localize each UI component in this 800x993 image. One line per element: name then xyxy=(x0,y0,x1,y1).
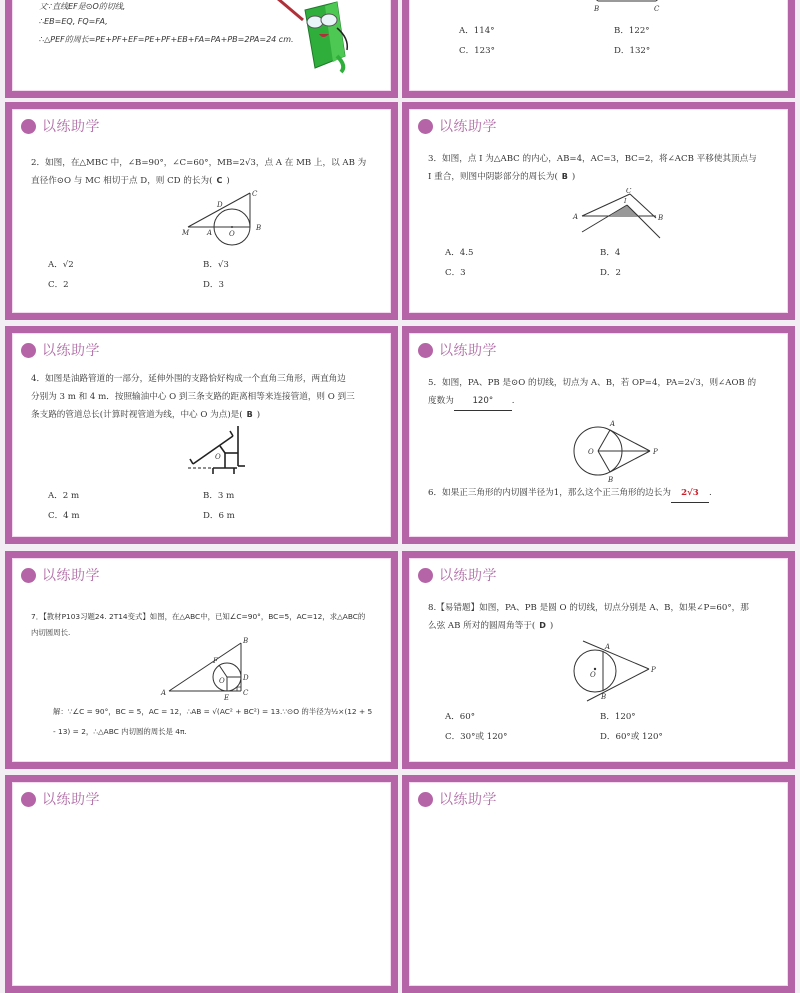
svg-text:A: A xyxy=(573,213,579,221)
option-a[interactable]: A．60° xyxy=(445,712,476,722)
section-title: 以练助学 xyxy=(439,343,497,359)
slide-top-left[interactable] xyxy=(5,0,398,98)
svg-text:B: B xyxy=(608,476,614,484)
pencil-mascot-icon xyxy=(275,0,365,78)
svg-text:B: B xyxy=(243,637,249,645)
solution-line-3: ∴△PEF的周长=PE+PF+EF=PE+PF+EB+FA=PA+PB=2PA=24 cm. xyxy=(39,35,294,44)
tangent-circle-figure xyxy=(178,190,268,252)
option-d[interactable]: D．3 xyxy=(203,280,224,290)
option-a[interactable]: A．2 m xyxy=(48,491,80,501)
svg-text:A: A xyxy=(161,689,167,697)
section-title: 以练助学 xyxy=(439,119,497,135)
svg-text:F: F xyxy=(213,657,218,665)
question-text: 8.【易错题】如图，PA、PB 是圆 O 的切线，切点分别是 A、B，如果∠P=60°，那 么弦 AB 所对的圆周角等于( D ) xyxy=(428,603,749,631)
bullet-dot-icon xyxy=(21,568,36,583)
option-c[interactable]: C．3 xyxy=(445,268,466,278)
question-text: 3．如图，点 I 为△ABC 的内心，AB=4，AC=3，BC=2，将∠ACB 平移使其顶点与 I 重合，则图中阴影部分的周长为( B ) xyxy=(428,154,757,182)
bullet-dot-icon xyxy=(418,119,433,134)
bullet-dot-icon xyxy=(418,792,433,807)
svg-text:E: E xyxy=(224,694,230,702)
options-grid xyxy=(445,710,745,742)
section-title: 以练助学 xyxy=(439,792,497,808)
options-grid xyxy=(48,258,348,290)
section-title: 以练助学 xyxy=(439,568,497,584)
slide-q8[interactable] xyxy=(402,551,795,769)
options-grid xyxy=(459,24,759,56)
svg-text:D: D xyxy=(243,674,249,682)
option-b[interactable]: B．4 xyxy=(600,248,621,258)
svg-text:O: O xyxy=(215,453,221,461)
section-header xyxy=(21,565,100,585)
section-title: 以练助学 xyxy=(42,568,100,584)
section-title: 以练助学 xyxy=(42,343,100,359)
section-header xyxy=(21,789,100,809)
tangent-lines-figure xyxy=(570,418,665,484)
triangle-figure xyxy=(588,0,668,14)
pipeline-figure xyxy=(185,426,265,478)
bullet-dot-icon xyxy=(21,119,36,134)
svg-text:I: I xyxy=(624,198,627,205)
svg-text:B: B xyxy=(601,693,607,701)
solution-line-2: - 13) = 2，∴△ABC 内切圆的周长是 4π. xyxy=(53,727,187,736)
svg-text:B: B xyxy=(594,5,600,13)
answer-mark: B xyxy=(246,410,253,419)
slide-q2[interactable] xyxy=(5,102,398,320)
svg-text:M: M xyxy=(182,229,190,237)
option-b[interactable]: B．3 m xyxy=(203,491,235,501)
slide-q5-q6[interactable] xyxy=(402,326,795,544)
slide-q3[interactable] xyxy=(402,102,795,320)
section-header xyxy=(418,565,497,585)
incenter-triangle-figure xyxy=(570,188,665,244)
slide-top-right[interactable] xyxy=(402,0,795,98)
svg-text:C: C xyxy=(252,190,258,198)
svg-text:C: C xyxy=(243,689,249,697)
svg-text:B: B xyxy=(256,224,262,232)
question-text: 4．如图是油路管道的一部分，延伸外围的支路恰好构成一个直角三角形，两直角边 分别为 3 m 和 4 m．按照输油中心 O 到三条支路的距离相等来连接管道，则 O 到三 条支路的管道总长(计算时视管道为线，中心 O 为点)是( B ) xyxy=(31,374,355,420)
section-header xyxy=(418,789,497,809)
answer-blank[interactable]: 120° xyxy=(454,392,512,411)
svg-text:A: A xyxy=(207,229,213,237)
option-b[interactable]: B．120° xyxy=(600,712,636,722)
option-c[interactable]: C．30°或 120° xyxy=(445,732,508,742)
svg-text:P: P xyxy=(653,448,658,456)
option-c[interactable]: C．123° xyxy=(459,46,495,56)
answer-mark: C xyxy=(216,176,223,185)
option-c[interactable]: C．4 m xyxy=(48,511,80,521)
incircle-right-triangle-figure xyxy=(159,635,259,703)
answer-mark: D xyxy=(539,621,546,630)
slide-bottom-right[interactable] xyxy=(402,775,795,993)
question-text: 2．如图，在△MBC 中，∠B=90°，∠C=60°，MB=2√3，点 A 在 MB 上，以 AB 为 直径作⊙O 与 MC 相切于点 D，则 CD 的长为( C ) xyxy=(31,158,367,186)
option-a[interactable]: A．√2 xyxy=(48,260,74,270)
slide-q4[interactable] xyxy=(5,326,398,544)
options-grid xyxy=(48,489,348,521)
section-header xyxy=(21,116,100,136)
option-d[interactable]: D．60°或 120° xyxy=(600,732,663,742)
svg-text:B: B xyxy=(658,214,664,222)
option-d[interactable]: D．2 xyxy=(600,268,621,278)
solution-line-2: ∴EB=EQ, FQ=FA, xyxy=(39,17,108,26)
circle-tangent-figure xyxy=(573,639,663,703)
svg-text:A: A xyxy=(605,643,611,651)
option-b[interactable]: B．122° xyxy=(614,26,650,36)
option-c[interactable]: C．2 xyxy=(48,280,69,290)
svg-text:O: O xyxy=(590,671,596,679)
section-header xyxy=(418,116,497,136)
svg-text:D: D xyxy=(217,201,223,209)
svg-text:O: O xyxy=(588,448,594,456)
option-d[interactable]: D．6 m xyxy=(203,511,235,521)
slide-q7[interactable] xyxy=(5,551,398,769)
svg-text:O: O xyxy=(229,230,235,238)
section-title: 以练助学 xyxy=(42,792,100,808)
svg-text:C: C xyxy=(626,188,632,195)
question-5-text: 5．如图，PA、PB 是⊙O 的切线，切点为 A、B，若 OP=4，PA=2√3，则∠AOB 的 度数为 120° . xyxy=(428,374,771,411)
option-a[interactable]: A．4.5 xyxy=(445,248,474,258)
option-a[interactable]: A．114° xyxy=(459,26,495,36)
options-grid xyxy=(445,246,745,278)
option-d[interactable]: D．132° xyxy=(614,46,651,56)
answer-mark: B xyxy=(561,172,568,181)
section-title: 以练助学 xyxy=(42,119,100,135)
svg-text:A: A xyxy=(610,420,616,428)
bullet-dot-icon xyxy=(418,343,433,358)
bullet-dot-icon xyxy=(21,343,36,358)
section-header xyxy=(418,340,497,360)
bullet-dot-icon xyxy=(418,568,433,583)
svg-text:C: C xyxy=(654,5,660,13)
bullet-dot-icon xyxy=(21,792,36,807)
answer-blank[interactable]: 2√3 xyxy=(671,484,709,503)
solution-line-1: 解：∵∠C = 90°，BC = 5，AC = 12，∴AB = √(AC² + BC²) = 13.∵⊙O 的半径为½×(12 + 5 xyxy=(53,707,373,716)
svg-text:P: P xyxy=(651,666,656,674)
question-6-text: 6．如果正三角形的内切圆半径为1，那么这个正三角形的边长为 2√3 . xyxy=(428,484,771,503)
section-header xyxy=(21,340,100,360)
slide-bottom-left[interactable] xyxy=(5,775,398,993)
svg-text:O: O xyxy=(219,677,225,685)
option-b[interactable]: B．√3 xyxy=(203,260,229,270)
solution-line-1: 又∵直线EF是⊙O的切线, xyxy=(39,2,126,11)
question-text: 7．【教材P103习题24. 2T14变式】如图，在△ABC中，已知∠C=90°，BC=5，AC=12，求△ABC的 内切圆周长. xyxy=(31,612,366,637)
